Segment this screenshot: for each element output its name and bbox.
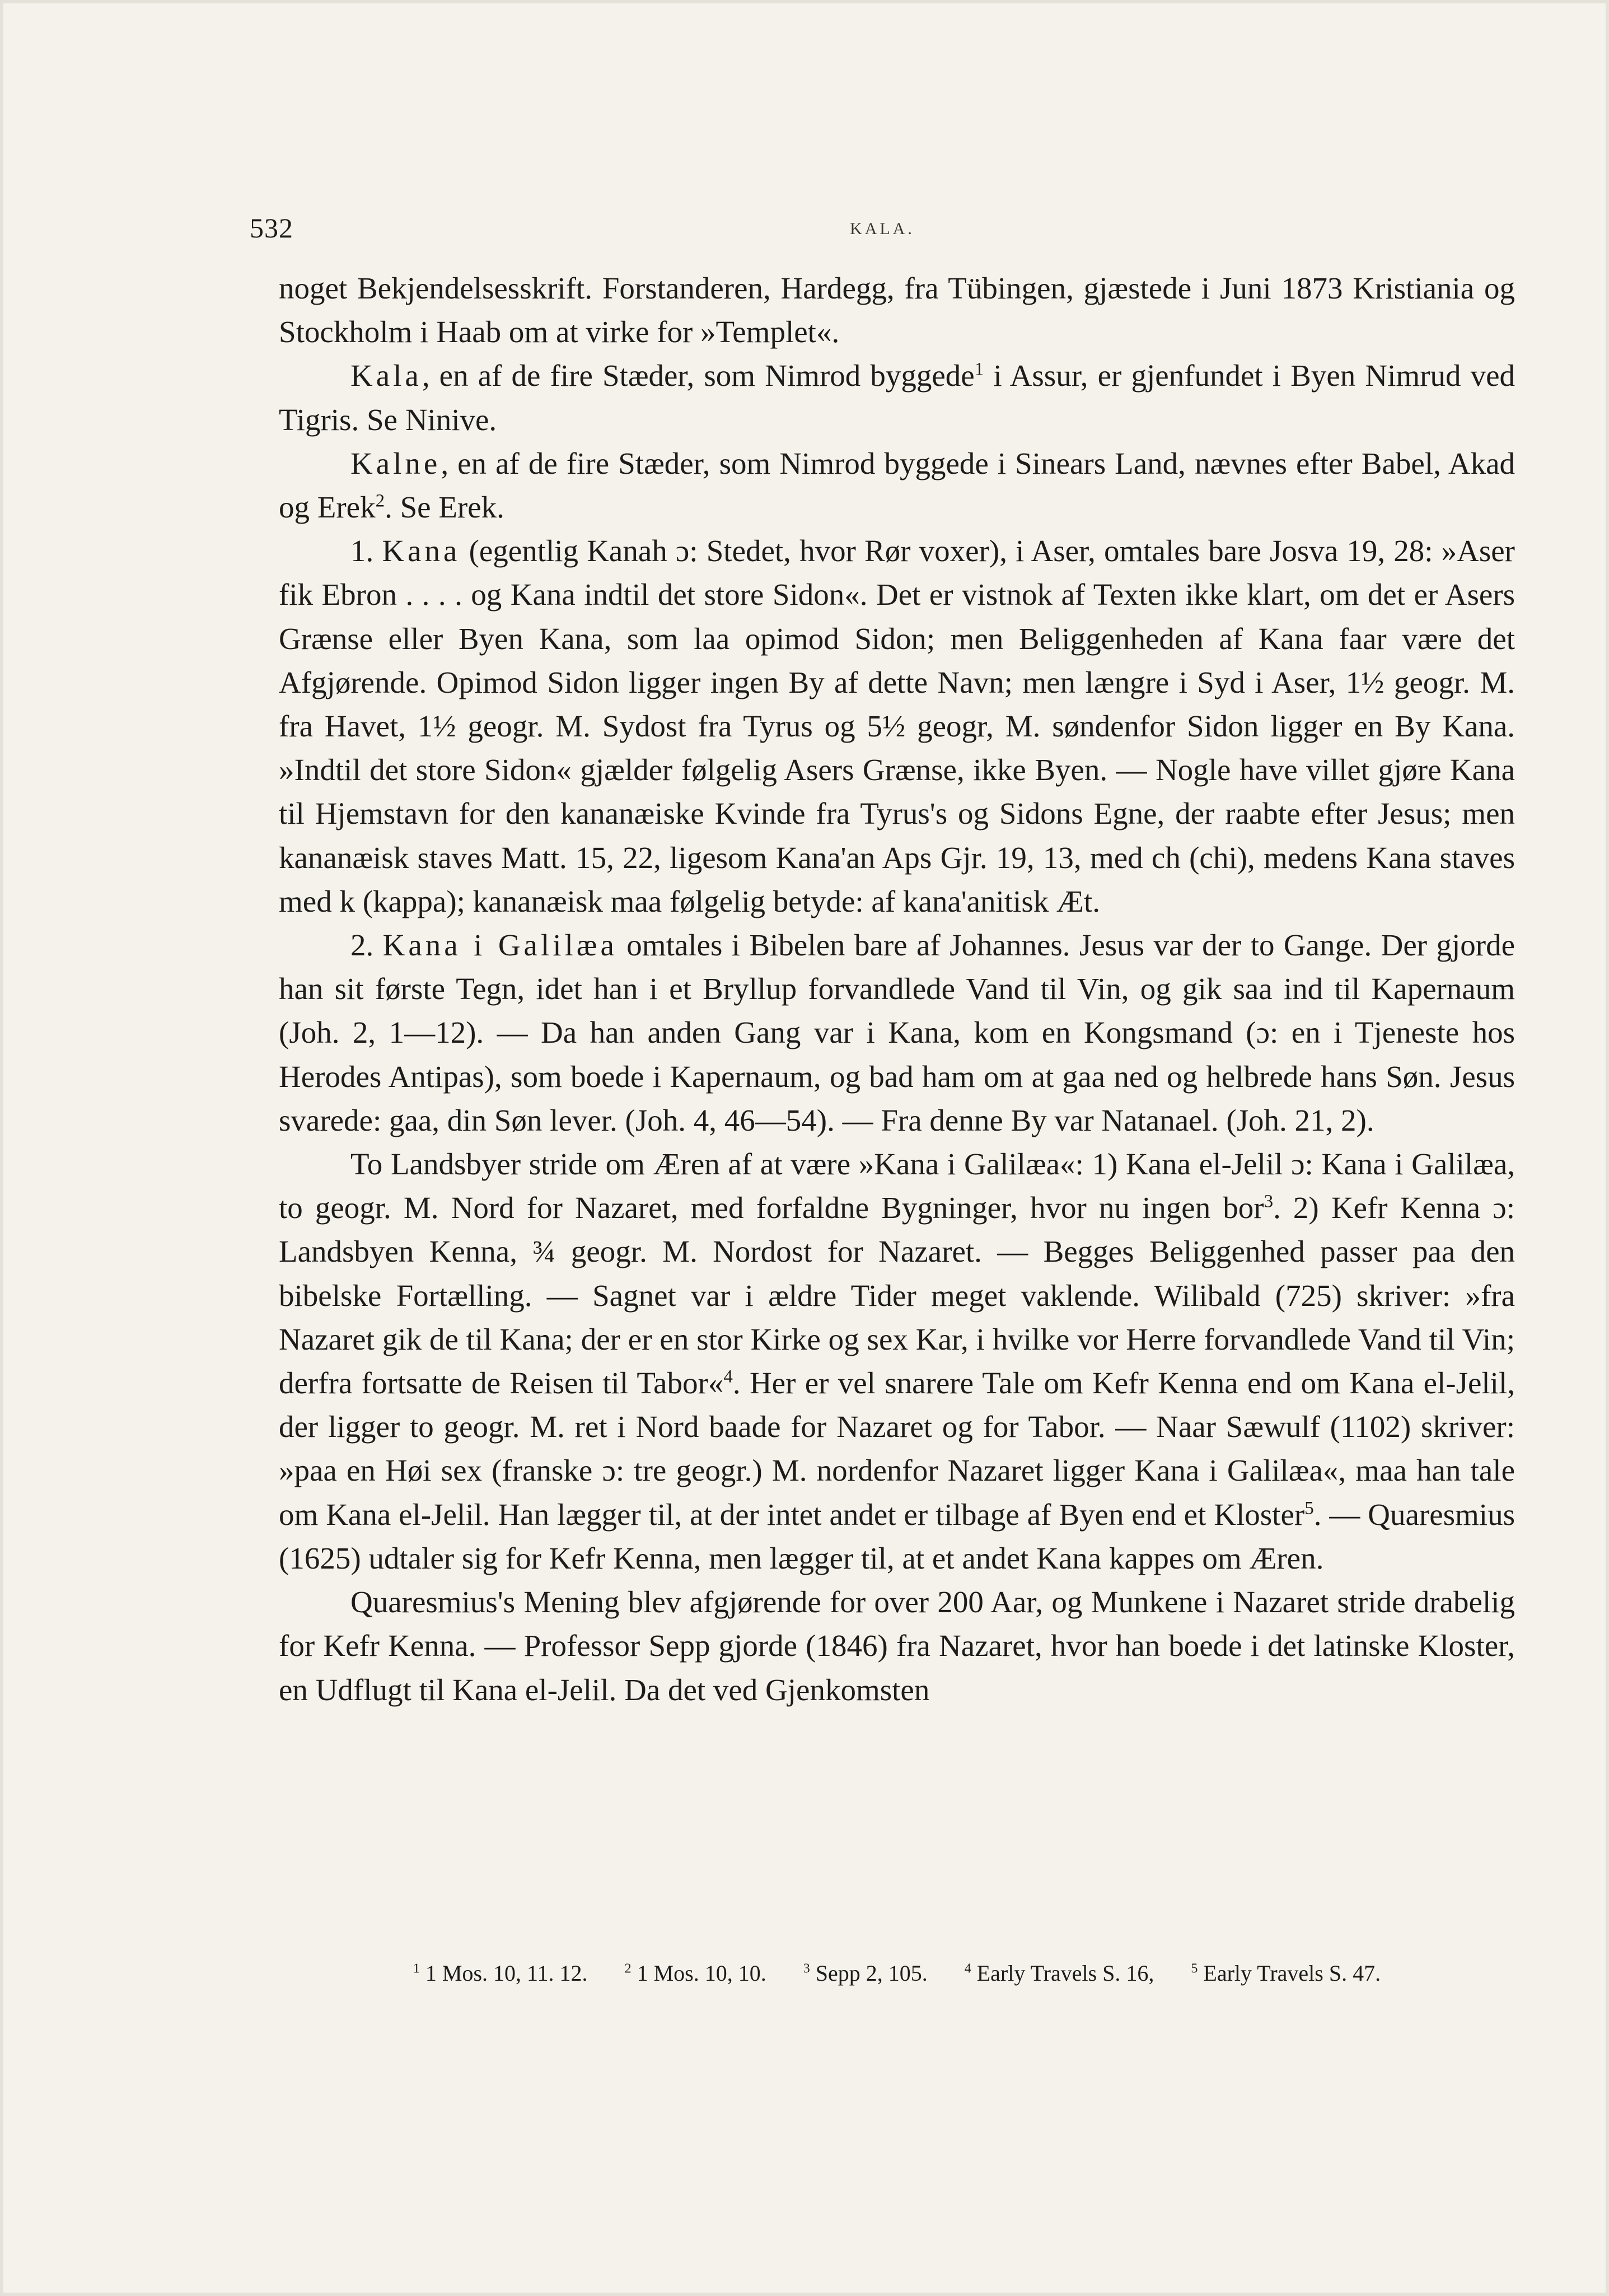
paragraph-continuation xyxy=(279,267,1515,354)
page-number: 532 xyxy=(250,212,293,244)
entry-kala xyxy=(279,354,1515,441)
text-run: Quaresmius's Mening blev afgjørende for over 200 Aar, og Munkene i Nazaret stride drabelig for Kefr Kenna. — Professor Sepp gjorde (1846) fra Nazaret, hvor han boede i det latinske Kloster, en Udflugt til Kana el-Jelil. Da det ved Gjenkomsten xyxy=(279,1585,1515,1707)
text-run: . Her er vel snarere Tale om Kefr Kenna end om Kana el-Jelil, der ligger to geogr. M. ret i Nord baade for Nazaret og for Tabor. — Naar Sæwulf (1102) skriver: »paa en Høi sex (franske ɔ: tre geogr.) M. nordenfor Nazaret ligger Kana i Galilæa«, maa han tale om Kana el-Jelil. Han lægger til, at der intet andet er tilbage af Byen end et Kloster xyxy=(279,1366,1515,1532)
footnote-ref: 1 xyxy=(974,360,984,380)
footnote: $^4$ Early Travels S. 16, xyxy=(964,1961,1154,1986)
text-run: noget Bekjendelsesskrift. Forstanderen, Hardegg, fra Tübingen, gjæstede i Juni 1873 Kristiania og Stockholm i Haab om at virke for »Templet«. xyxy=(279,271,1515,349)
text-run: , en af de fire Stæder, som Nimrod byggede i Sinears Land, nævnes efter Babel, Akad og Erek xyxy=(279,446,1515,525)
footnote-ref: 4 xyxy=(723,1366,733,1387)
paragraph-quaresmius xyxy=(279,1580,1515,1712)
entry-headword: Kala xyxy=(350,358,422,393)
text-run: 1. xyxy=(350,534,382,568)
entry-headword: Kana xyxy=(382,534,461,568)
footnote: $^3$ Sepp 2, 105. xyxy=(803,1961,928,1986)
footnote: $^5$ Early Travels S. 47. xyxy=(1191,1961,1381,1986)
footnote-ref: 5 xyxy=(1304,1498,1314,1519)
text-run: To Landsbyer stride om Æren af at være »Kana i Galilæa«: 1) Kana el-Jelil ɔ: Kana i Galilæa, to geogr. M. Nord for Nazaret, med forfaldne Bygninger, hvor nu ingen bor xyxy=(279,1147,1515,1225)
page-header xyxy=(250,212,1515,251)
text-run: i Assur, er gjenfundet i Byen Nimrud ved Tigris. Se Ninive. xyxy=(279,358,1515,437)
running-title: KALA. xyxy=(850,220,915,238)
text-run: , en af de fire Stæder, som Nimrod byggede xyxy=(422,358,975,393)
text-run: omtales i Bibelen bare af Johannes. Jesus var der to Gange. Der gjorde han sit første Tegn, idet han i et Bryllup forvandlede Vand til Vin, og gik saa ind til Kapernaum (Joh. 2, 1—12). — Da han anden Gang var i Kana, kom en Kongsmand (ɔ: en i Tjeneste hos Herodes Antipas), som boede i Kapernaum, og bad ham om at gaa ned og helbrede hans Søn. Jesus svarede: gaa, din Søn lever. (Joh. 4, 46—54). — Fra denne By var Natanael. (Joh. 21, 2). xyxy=(279,928,1515,1137)
footnote-ref: 3 xyxy=(1264,1191,1274,1212)
text-run: (egentlig Kanah ɔ: Stedet, hvor Rør voxer), i Aser, omtales bare Josva 19, 28: »Aser fik Ebron . . . . og Kana indtil det store Sidon«. Det er vistnok af Texten ikke klart, om det er Asers Grænse eller Byen Kana, som laa opimod Sidon; men Beliggenheden af Kana faar være det Afgjørende. Opimod Sidon ligger ingen By af dette Navn; men længre i Syd i Aser, 1½ geogr. M. fra Havet, 1½ geogr. M. Sydost fra Tyrus og 5½ geogr, M. søndenfor Sidon ligger en By Kana. »Indtil det store Sidon« gjælder følgelig Asers Grænse, ikke Byen. — Nogle have villet gjøre Kana til Hjemstavn for den kananæiske Kvinde fra Tyrus's og Sidons Egne, der raabte efter Jesus; men kananæisk staves Matt. 15, 22, ligesom Kana'an Aps Gjr. 19, 13, med ch (chi), medens Kana staves med k (kappa); kananæisk maa følgelig betyde: af kana'anitisk Æt. xyxy=(279,534,1516,918)
entry-headword: Kalne xyxy=(350,446,441,480)
entry-kana-aser xyxy=(279,529,1515,923)
footnotes xyxy=(279,1958,1515,1989)
footnote: $^2$ 1 Mos. 10, 10. xyxy=(624,1961,766,1986)
body-text xyxy=(279,267,1515,1712)
text-run: . 2) Kefr Kenna ɔ: Landsbyen Kenna, ¾ geogr. M. Nordost for Nazaret. — Begges Beliggenhed passer paa den bibelske Fortælling. — Sagnet var i ældre Tider meget vaklende. Wilibald (725) skriver: »fra Nazaret gik de til Kana; der er en stor Kirke og sex Kar, i hvilke vor Herre forvandlede Vand til Vin; derfra fortsatte de Reisen til Tabor« xyxy=(279,1191,1515,1401)
footnote-ref: 2 xyxy=(375,491,385,511)
entry-kana-galilaea xyxy=(279,923,1515,1142)
entry-headword: Kana i Galilæa xyxy=(382,928,618,963)
text-run: . Se Erek. xyxy=(385,490,504,525)
text-run: . — Quaresmius (1625) udtaler sig for Kefr Kenna, men lægger til, at et andet Kana kappes om Æren. xyxy=(279,1497,1515,1575)
footnote: $^1$ 1 Mos. 10, 11. 12. xyxy=(413,1961,588,1986)
text-run: 2. xyxy=(350,928,383,963)
paragraph-two-villages xyxy=(279,1142,1515,1580)
entry-kalne xyxy=(279,442,1515,529)
